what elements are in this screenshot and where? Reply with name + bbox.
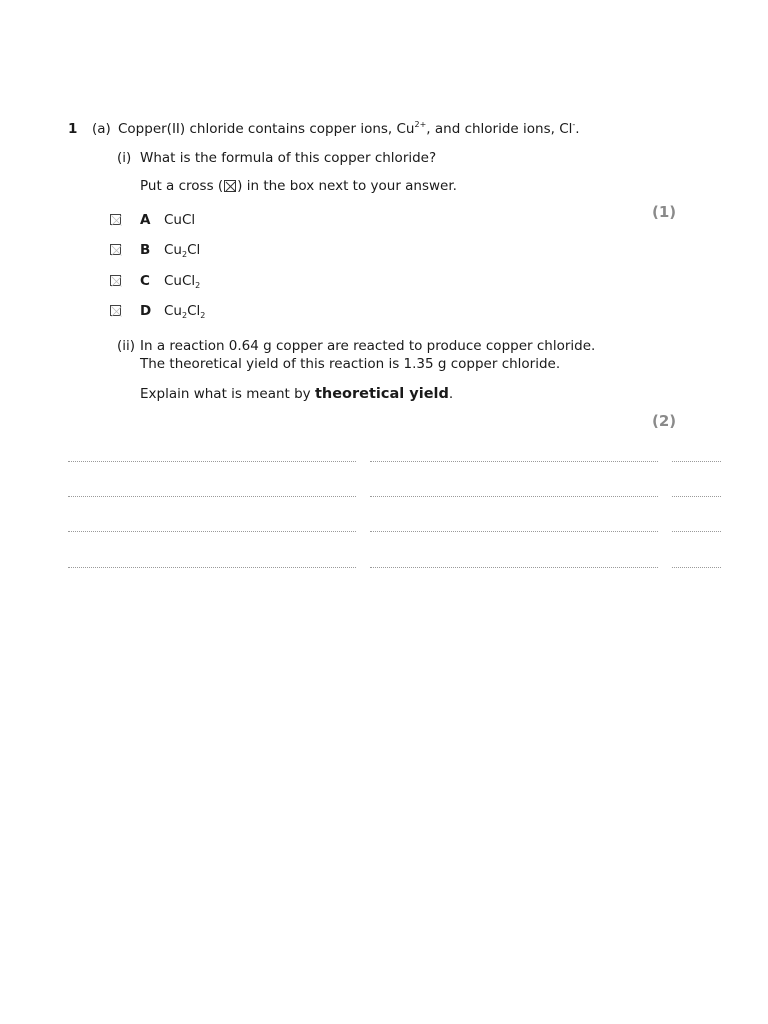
formula-subscript: 2 [181, 311, 188, 320]
question-number: 1 [68, 121, 78, 137]
instruction-text-2: ) in the box next to your answer. [237, 178, 457, 194]
option-c-checkbox[interactable] [110, 275, 121, 286]
stem-text-1: Copper(II) chloride contains copper ions, Cu [118, 121, 415, 137]
formula-subscript: 2 [181, 250, 188, 259]
sub-ii-label: (ii) [117, 338, 136, 354]
option-c-formula [164, 273, 200, 289]
marks-sub-i: (1) [652, 203, 677, 221]
stem-text-2: , and chloride ions, Cl [426, 121, 573, 137]
option-b-checkbox[interactable] [110, 244, 121, 255]
stem-text-3: . [575, 121, 580, 137]
option-d-letter: D [140, 303, 152, 319]
stem-superscript-2: - [572, 120, 576, 129]
option-c-letter: C [140, 273, 150, 289]
formula-subscript: 2 [195, 281, 201, 290]
part-a-stem [118, 121, 580, 137]
stem-superscript-1: 2+ [414, 120, 427, 129]
explain-end: . [448, 386, 454, 402]
part-a-label: (a) [92, 121, 111, 137]
sub-i-instruction [140, 178, 457, 194]
option-a-checkbox[interactable] [110, 214, 121, 225]
answer-line[interactable] [370, 567, 658, 568]
explain-text: Explain what is meant by [140, 386, 315, 402]
answer-line[interactable] [68, 461, 356, 462]
sub-ii-explain [140, 386, 453, 402]
answer-line[interactable] [370, 496, 658, 497]
sub-i-question: What is the formula of this copper chloride? [140, 150, 437, 166]
formula-part: Cu [164, 242, 182, 258]
answer-line[interactable] [68, 496, 356, 497]
answer-line[interactable] [370, 531, 658, 532]
option-a-letter: A [140, 212, 151, 228]
answer-line[interactable] [672, 461, 721, 462]
answer-line[interactable] [672, 531, 721, 532]
option-d-formula [164, 303, 205, 319]
answer-line[interactable] [370, 461, 658, 462]
formula-part: Cu [164, 303, 182, 319]
answer-line[interactable] [672, 567, 721, 568]
answer-line[interactable] [672, 496, 721, 497]
sub-ii-line-1: In a reaction 0.64 g copper are reacted to produce copper chloride. [140, 338, 596, 354]
explain-keyword: theoretical yield [314, 386, 449, 402]
option-d-checkbox[interactable] [110, 305, 121, 316]
answer-line[interactable] [68, 531, 356, 532]
cross-box-icon [224, 180, 236, 192]
option-a-formula [164, 212, 195, 228]
instruction-text-1: Put a cross ( [140, 178, 224, 194]
sub-ii-line-2: The theoretical yield of this reaction is 1.35 g copper chloride. [140, 356, 561, 372]
answer-line[interactable] [68, 567, 356, 568]
formula-part: Cl [187, 242, 201, 258]
formula-part: CuCl [164, 273, 196, 289]
formula-part: CuCl [164, 212, 196, 228]
option-b-letter: B [140, 242, 151, 258]
formula-subscript: 2 [200, 311, 206, 320]
sub-i-label: (i) [117, 150, 132, 166]
marks-sub-ii: (2) [652, 412, 677, 430]
option-b-formula [164, 242, 200, 258]
formula-part: Cl [187, 303, 201, 319]
